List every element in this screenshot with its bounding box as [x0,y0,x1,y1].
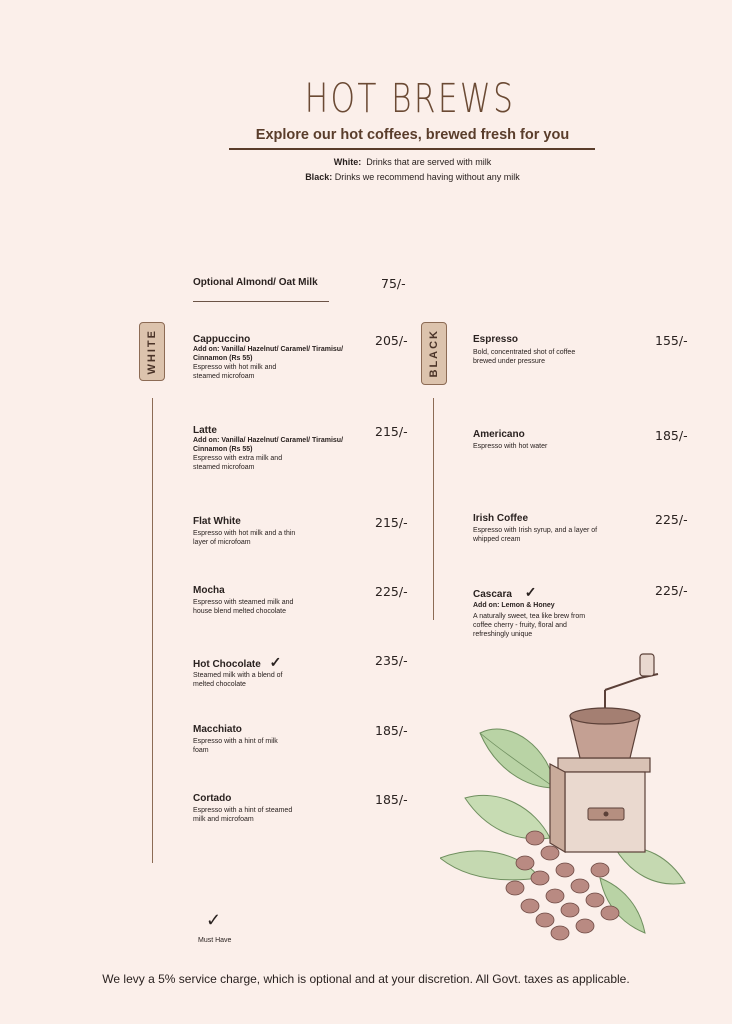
menu-item [193,425,353,472]
item-desc: Steamed milk with a blend of melted chocolate [193,672,283,688]
menu-item [193,654,313,689]
item-desc: Espresso with hot milk and steamed microfoam [193,364,277,380]
item-name: Mocha [193,585,225,596]
black-section-tag: BLACK [421,322,447,385]
item-price: 215/- [375,515,408,530]
item-price: 185/- [375,792,408,807]
item-name: Cortado [193,793,232,804]
checkmark-icon: ✓ [269,654,282,670]
item-price: 155/- [655,333,688,348]
item-desc: Espresso with Irish syrup, and a layer of whipped cream [473,527,598,543]
item-name: Hot Chocolate ✓ [193,654,282,670]
item-addon: Add on: Vanilla/ Hazelnut/ Caramel/ Tiramisu/ Cinnamon (Rs 55) [193,437,344,453]
menu-title: HOT BREWS [304,76,516,122]
item-price: 185/- [655,428,688,443]
item-desc: Espresso with extra milk and steamed microfoam [193,455,283,471]
item-addon: Add on: Vanilla/ Hazelnut/ Caramel/ Tiramisu/ Cinnamon (Rs 55) [193,346,344,362]
item-desc: A naturally sweet, tea like brew from coffee cherry - fruity, floral and refreshingly unique [473,613,586,638]
must-have-label: Must Have [198,937,232,944]
item-name: Macchiato [193,724,242,735]
menu-subtitle: Explore our hot coffees, brewed fresh for you [255,127,570,143]
menu-item [193,334,353,381]
white-section-tag: WHITE [139,322,165,381]
item-price: 185/- [375,723,408,738]
item-desc: Espresso with hot water [473,443,548,450]
menu-item [193,516,313,547]
item-price: 235/- [375,653,408,668]
legend-white: White: Drinks that are served with milk [333,157,492,167]
service-charge-note: We levy a 5% service charge, which is optional and at your discretion. All Govt. taxes as applicable. [102,972,630,986]
menu-item [193,585,313,616]
item-price: 205/- [375,333,408,348]
menu-item [193,793,313,824]
item-name: Flat White [193,516,241,527]
item-name: Espresso [473,334,519,345]
item-desc: Espresso with a hint of milk foam [193,738,278,754]
optional-milk-name: Optional Almond/ Oat Milk [193,277,318,288]
item-name: Cappuccino [193,334,251,345]
item-price: 215/- [375,424,408,439]
black-section-line [433,398,434,620]
item-name: Latte [193,425,217,436]
title-divider [229,148,595,150]
item-desc: Bold, concentrated shot of coffee brewed under pressure [473,349,576,365]
menu-item [473,429,603,451]
menu-item [473,584,603,639]
item-desc: Espresso with hot milk and a thin layer of microfoam [193,530,296,546]
optional-divider [193,301,329,302]
item-name: Cascara ✓ [473,584,537,600]
item-price: 225/- [655,583,688,598]
item-addon: Add on: Lemon & Honey [473,602,555,609]
item-price: 225/- [375,584,408,599]
coffee-grinder-illustration [440,648,690,948]
item-desc: Espresso with steamed milk and house blend melted chocolate [193,599,294,615]
white-section-line [152,398,153,863]
item-price: 225/- [655,512,688,527]
optional-milk-price: 75/- [381,276,406,291]
item-name: Americano [473,429,525,440]
legend-black: Black: Drinks we recommend having without any milk [305,172,520,182]
menu-item [193,724,313,755]
checkmark-icon: ✓ [206,910,222,930]
menu-item [473,334,603,366]
item-desc: Espresso with a hint of steamed milk and microfoam [193,807,293,823]
item-name: Irish Coffee [473,513,529,524]
menu-item [473,513,603,544]
checkmark-icon: ✓ [524,584,537,600]
